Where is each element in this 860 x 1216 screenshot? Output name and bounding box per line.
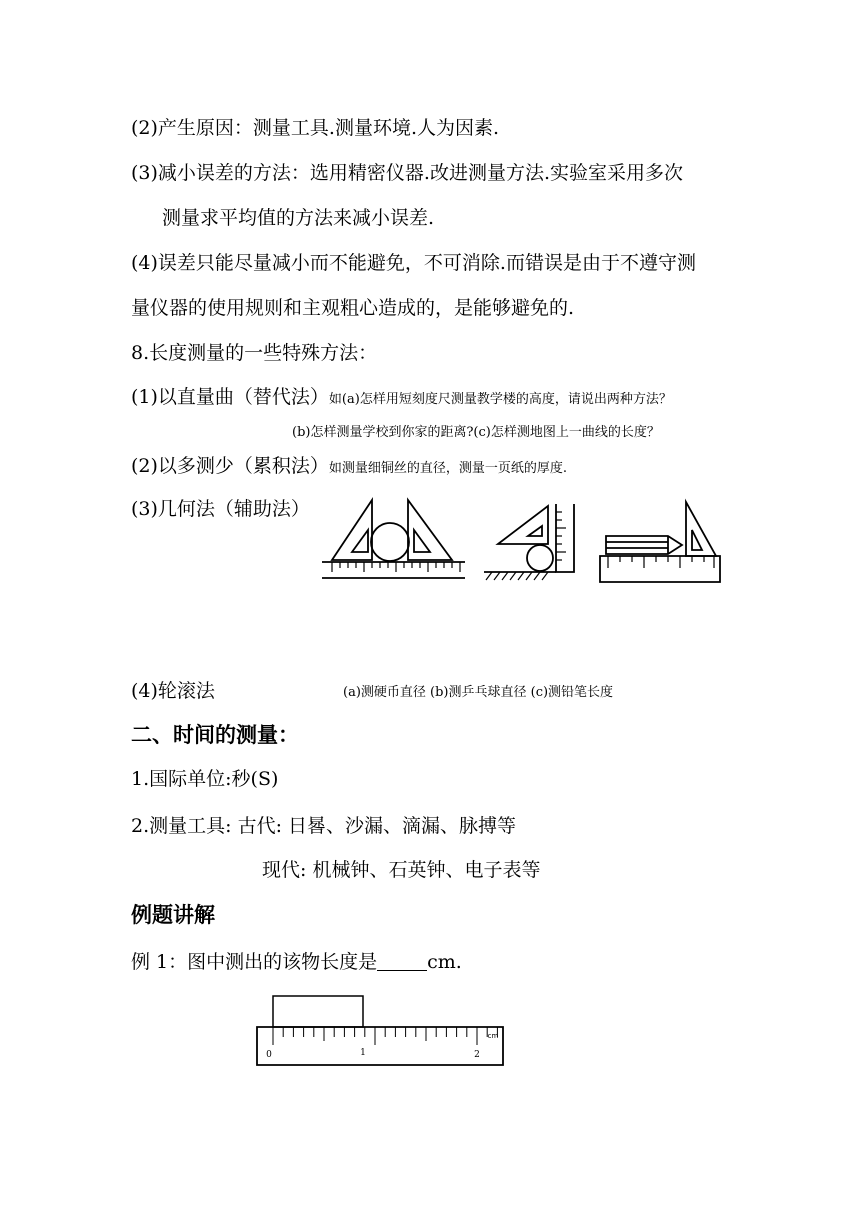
ruler-ticks [273, 1027, 497, 1045]
ruler-label-1: 1 [360, 1048, 366, 1058]
diagram-ball-triangle [478, 492, 580, 585]
line-method-2 [131, 455, 567, 478]
example-1-suffix: cm. [427, 951, 462, 973]
heading-time-measurement: 二、时间的测量： [131, 723, 299, 747]
line-si-unit: 1.国际单位:秒(S) [131, 768, 279, 790]
line-cause: (2)产生原因：测量工具.测量环境.人为因素. [131, 117, 500, 139]
heading-examples: 例题讲解 [131, 903, 215, 927]
line-method-3: (3)几何法（辅助法） [131, 498, 310, 520]
line-method-1-note-cont: (b)怎样测量学校到你家的距离?(c)怎样测地图上一曲线的长度？ [292, 425, 660, 440]
method-2-title: (2)以多测少（累积法） [131, 455, 329, 477]
line-method-4: (4)轮滚法 [131, 680, 215, 702]
line-error-vs-mistake-cont: 量仪器的使用规则和主观粗心造成的，是能够避免的. [131, 297, 575, 319]
method-2-note: 如测量细铜丝的直径，测量一页纸的厚度. [328, 461, 568, 476]
ruler-label-2: 2 [474, 1050, 480, 1060]
ruler-unit: cm [487, 1032, 499, 1040]
line-tools-modern: 现代: 机械钟、石英钟、电子表等 [262, 859, 541, 881]
method-1-note: 如(a)怎样用短刻度尺测量教学楼的高度，请说出两种方法？ [328, 392, 672, 407]
diagram-pencil-ruler [596, 492, 726, 585]
line-reduce-error: (3)减小误差的方法：选用精密仪器.改进测量方法.实验室采用多次 [131, 162, 683, 184]
line-special-methods: 8.长度测量的一些特殊方法： [131, 342, 378, 364]
measured-object [273, 996, 363, 1027]
diagram-coin-triangles [320, 492, 470, 585]
example-1 [131, 951, 462, 974]
answer-blank [377, 952, 427, 971]
ruler-figure [255, 993, 505, 1068]
line-tools-ancient: 2.测量工具: 古代: 日晷、沙漏、滴漏、脉搏等 [131, 815, 517, 837]
line-reduce-error-cont: 测量求平均值的方法来减小误差. [162, 207, 435, 229]
example-1-prefix: 例 1：图中测出的该物长度是 [131, 951, 378, 973]
method-1-title: (1)以直量曲（替代法） [131, 386, 329, 408]
ruler-label-0: 0 [266, 1050, 272, 1060]
line-error-vs-mistake: (4)误差只能尽量减小而不能避免，不可消除.而错误是由于不遵守测 [131, 252, 696, 274]
line-diagram-captions: (a)测硬币直径 (b)测乒乓球直径 (c)测铅笔长度 [343, 685, 614, 700]
line-method-1 [131, 386, 672, 409]
